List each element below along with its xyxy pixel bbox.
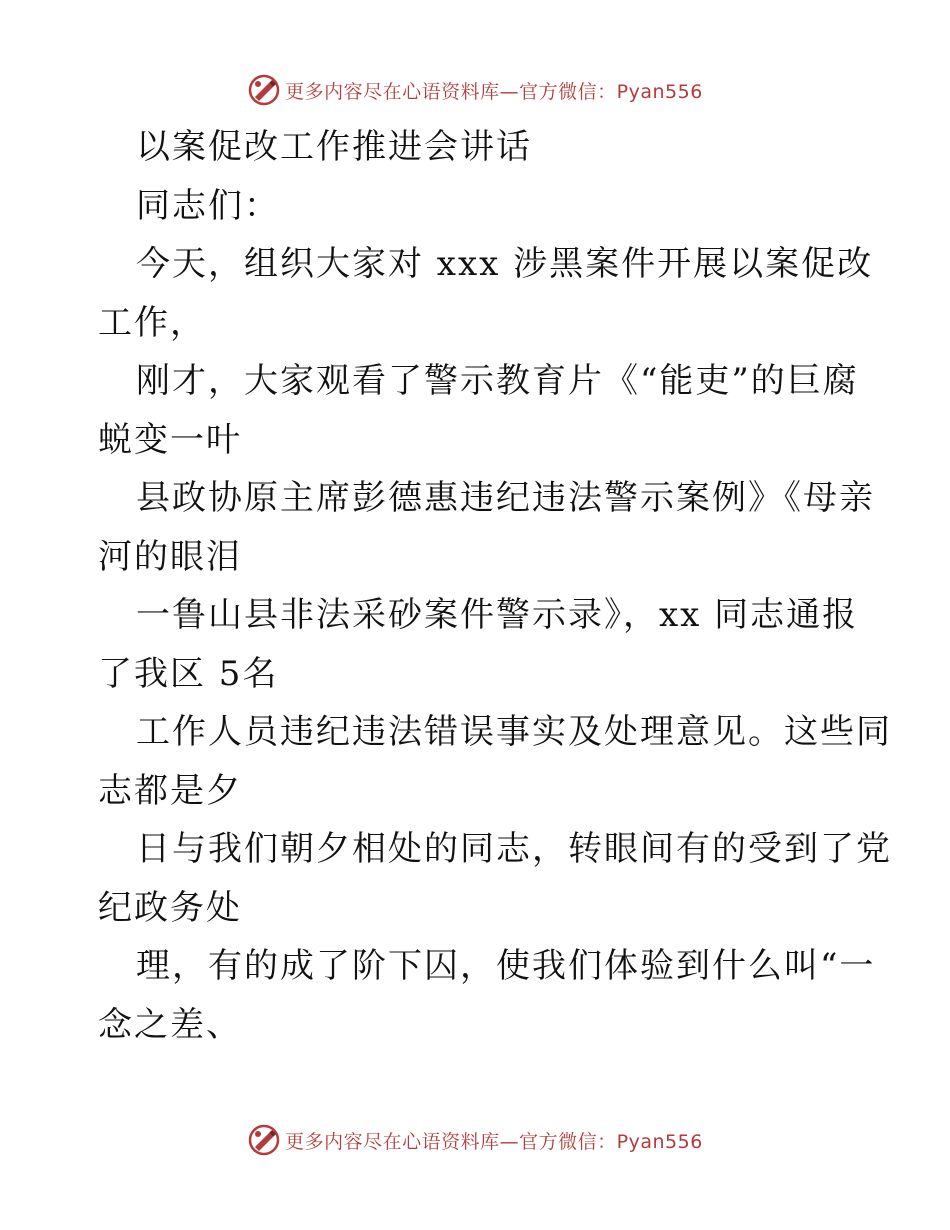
paragraph-line: 念之差、 (98, 1004, 242, 1045)
pen-logo-icon (247, 73, 281, 107)
paragraph-line: 今天，组织大家对 xxx 涉黑案件开展以案促改 (136, 244, 874, 284)
paragraph-line: 县政协原主席彭德惠违纪违法警示案例》《母亲 (136, 478, 875, 518)
watermark-text: 更多内容尽在心语资料库—官方微信：Pyan556 (285, 80, 703, 103)
paragraph-line: 蜕变一叶 (98, 419, 242, 460)
paragraph-line: 河的眼泪 (98, 536, 242, 577)
salutation: 同志们： (136, 185, 280, 226)
paragraph-line: 理，有的成了阶下囚，使我们体验到什么叫“一 (136, 946, 876, 986)
document-body (98, 118, 892, 1054)
paragraph-line: 工作人员违纪违法错误事实及处理意见。这些同 (136, 712, 892, 752)
document-title: 以案促改工作推进会讲话 (136, 127, 532, 167)
watermark-text: 更多内容尽在心语资料库—官方微信：Pyan556 (285, 1130, 703, 1153)
footer-watermark-banner (0, 1120, 950, 1160)
paragraph-line: 了我区 5名 (98, 653, 279, 694)
paragraph-line: 志都是夕 (98, 770, 242, 811)
paragraph-line: 日与我们朝夕相处的同志，转眼间有的受到了党 (136, 829, 892, 869)
paragraph-line: 工作， (98, 302, 206, 343)
paragraph-line: 一鲁山县非法采砂案件警示录》，xx 同志通报 (136, 595, 859, 635)
paragraph-line: 纪政务处 (98, 887, 242, 928)
header-watermark-banner (0, 70, 950, 110)
paragraph-line: 刚才，大家观看了警示教育片《“能吏”的巨腐 (136, 361, 859, 401)
pen-logo-icon (247, 1123, 281, 1157)
